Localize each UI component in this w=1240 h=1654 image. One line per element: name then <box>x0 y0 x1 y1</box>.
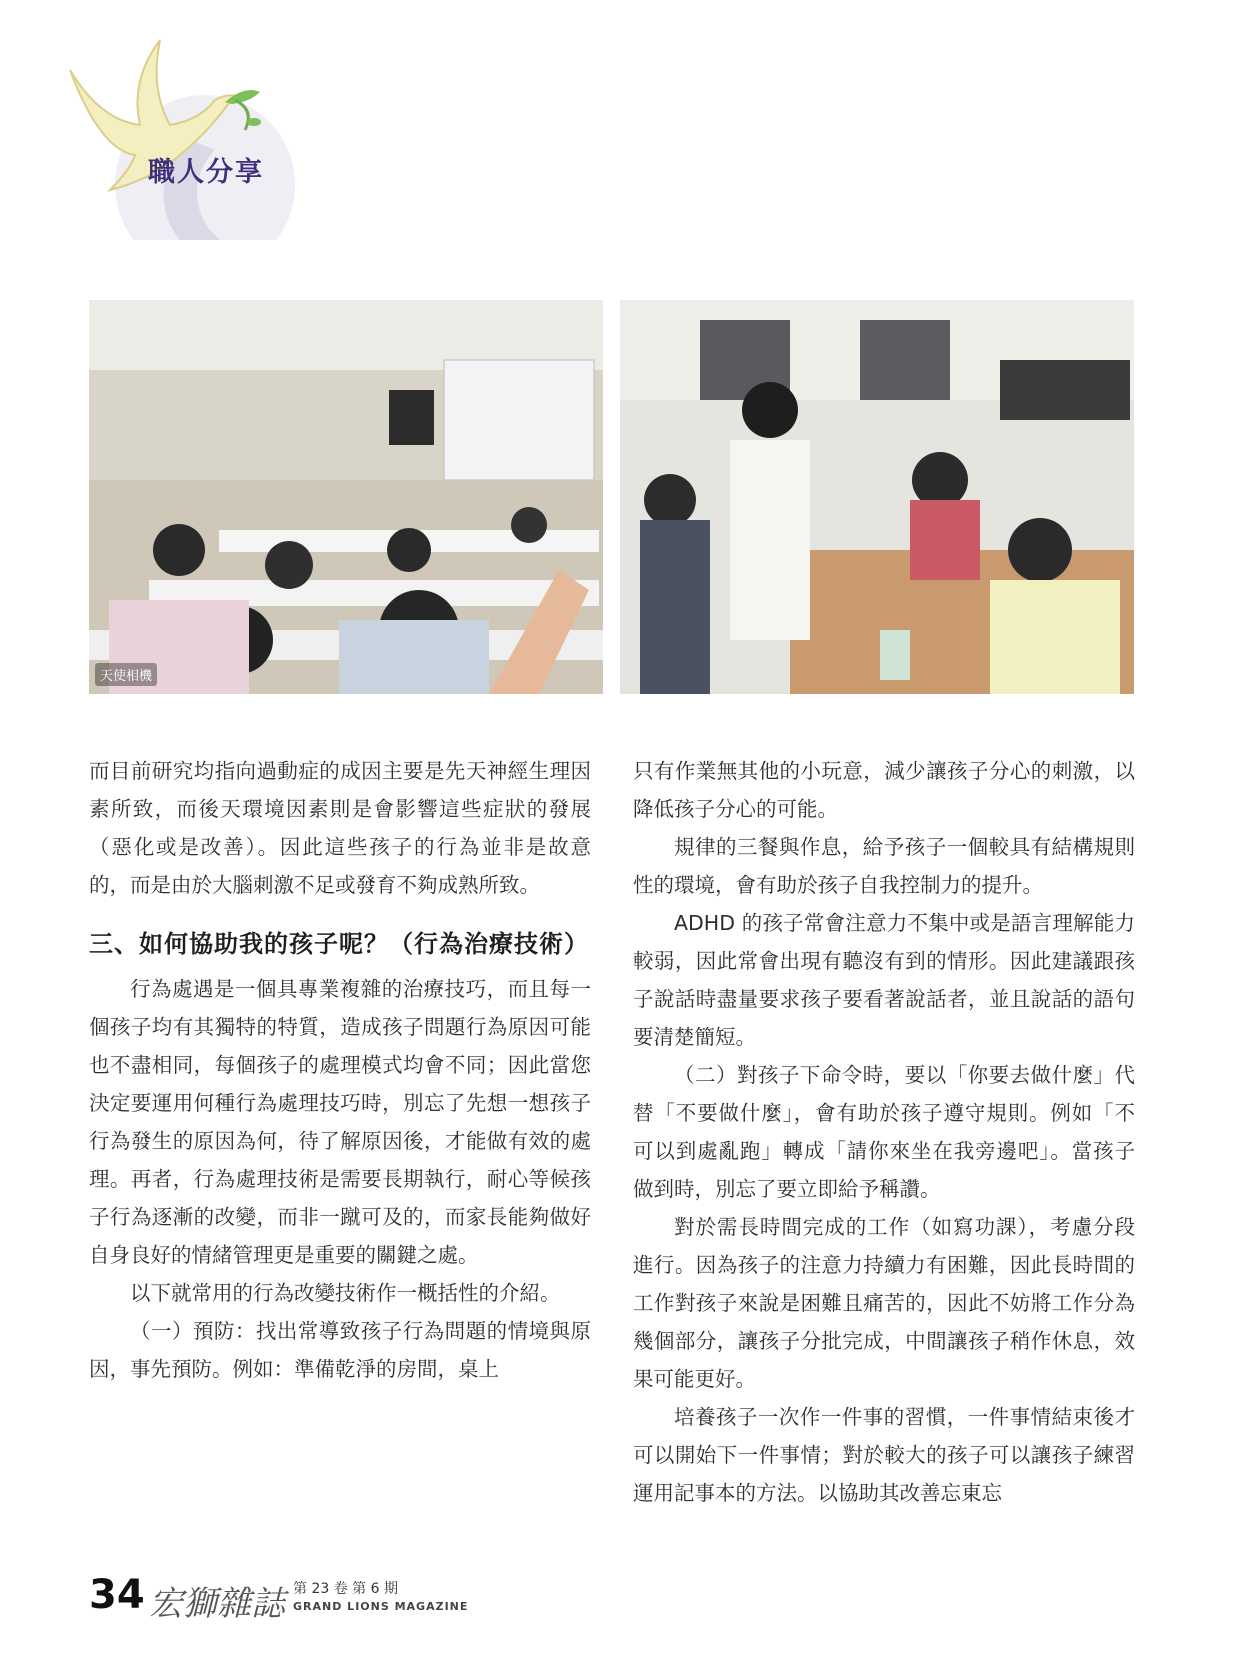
paragraph: （一）預防：找出常導致孩子行為問題的情境與原因，事先預防。例如：準備乾淨的房間，桌上 <box>89 1319 591 1381</box>
classroom-photo-left <box>89 300 603 694</box>
paragraph: 培養孩子一次作一件事的習慣，一件事情結束後才可以開始下一件事情；對於較大的孩子可以讓孩子練習運用記事本的方法。以協助其改善忘東忘 <box>633 1405 1135 1505</box>
article-left-column <box>89 752 591 1388</box>
section-label: 職人分享 <box>148 157 264 188</box>
paragraph: ADHD 的孩子常會注意力不集中或是語言理解能力較弱，因此常會出現有聽沒有到的情形。因此建議跟孩子說話時盡量要求孩子要看著說話者，並且說話的語句要清楚簡短。 <box>633 911 1135 1049</box>
paragraph: 對於需長時間完成的工作（如寫功課），考慮分段進行。因為孩子的注意力持續力有困難，因此長時間的工作對孩子來說是困難且痛苦的，因此不妨將工作分為幾個部分，讓孩子分批完成，中間讓孩子稍作休息，效果可能更好。 <box>633 1215 1135 1391</box>
page-footer <box>89 1572 489 1632</box>
dove-icon <box>40 30 300 240</box>
issue-label: 第 23 卷 第 6 期 <box>293 1581 398 1597</box>
paragraph: 行為處遇是一個具專業複雜的治療技巧，而且每一個孩子均有其獨特的特質，造成孩子問題行為原因可能也不盡相同，每個孩子的處理模式均會不同；因此當您決定要運用何種行為處理技巧時，別忘了先想一想孩子行為發生的原因為何，待了解原因後，才能做有效的處理。再者，行為處理技術是需要長期執行，耐心等候孩子行為逐漸的改變，而非一蹴可及的，而家長能夠做好自身良好的情緒管理更是重要的關鍵之處。 <box>89 977 591 1267</box>
paragraph: 而目前研究均指向過動症的成因主要是先天神經生理因素所致，而後天環境因素則是會影響這些症狀的發展（惡化或是改善）。因此這些孩子的行為並非是故意的，而是由於大腦刺激不足或發育不夠成熟所致。 <box>89 759 591 897</box>
article-right-column <box>633 752 1135 1512</box>
paragraph: （二）對孩子下命令時，要以「你要去做什麼」代替「不要做什麼」，會有助於孩子遵守規則。例如「不可以到處亂跑」轉成「請你來坐在我旁邊吧」。當孩子做到時，別忘了要立即給予稱讚。 <box>633 1063 1135 1201</box>
workshop-photo-right <box>620 300 1134 694</box>
dove-logo <box>40 30 300 240</box>
paragraph: 只有作業無其他的小玩意，減少讓孩子分心的刺激，以降低孩子分心的可能。 <box>633 759 1135 821</box>
section-heading: 三、如何協助我的孩子呢？（行為治療技術） <box>89 930 589 958</box>
magazine-name: 宏獅雜誌 <box>149 1584 285 1624</box>
page-number: 34 <box>89 1572 145 1618</box>
photo-watermark: 天使相機 <box>95 663 157 686</box>
paragraph: 規律的三餐與作息，給予孩子一個較具有結構規則性的環境，會有助於孩子自我控制力的提升。 <box>633 835 1135 897</box>
paragraph: 以下就常用的行為改變技術作一概括性的介紹。 <box>130 1281 561 1305</box>
magazine-english-name: GRAND LIONS MAGAZINE <box>293 1600 469 1613</box>
